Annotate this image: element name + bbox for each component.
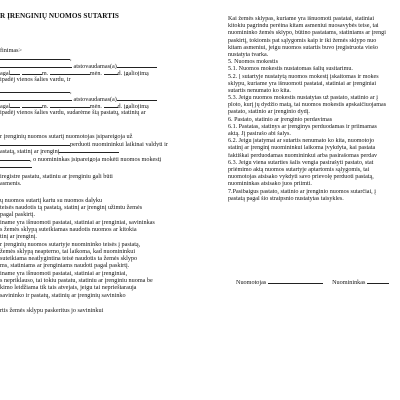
signature-block [236, 278, 400, 286]
clause-line: iregistre pastatu, statiniu ar įrenginiu gali būti [0, 173, 113, 181]
clause-line: Kai žemės sklypas, kuriame yra išnuomoti pastatai, statiniai [228, 16, 375, 22]
party2-name-line: , [0, 87, 196, 94]
clause-line: kimo leidžiama tik tais atvejais, jeigu tai neprieštarauja [0, 284, 137, 292]
clause-line: r įrenginių nuomos sutartyje nuomininko teisės į pastatą, [0, 240, 141, 248]
party1-name-line: , [0, 54, 196, 61]
clause-line: pastatą pagal šio straipsnio nustatytas taisykles. [228, 195, 344, 202]
clause-line: pagal paskirtį. [0, 211, 36, 219]
clause-line: aktą. Jį pasirašo abi šalys. [228, 131, 291, 137]
clause-line: iname yra išnuomoti pastatai, statiniai ar įrenginiai, savininkas [0, 218, 155, 226]
clause-line: kitokiu pagrindu perėina kitam asmeniui nuosavybės teise, tai [228, 23, 379, 30]
party1-date-line: agal m. mėn. d. įgaliojimą [0, 69, 149, 77]
clause-line: s žemės sklypą suteikiamas naudotis nuomos ar kitokia [0, 225, 137, 233]
clause-line: žemės sklypą neapterno, tai laikoma, kad nuomininkui [0, 247, 136, 255]
clause-line: rtis žemės sklypu paskeritus jo savininkui [0, 306, 104, 314]
clause-line: pastato, statinio ar įrenginio dydį. [228, 109, 310, 116]
clause-line: tinį ar įrenginį. [0, 233, 37, 241]
clause-line: 6.3. Jeigu viena sutarties šalis vengia pasirašyti pastato, stat [228, 159, 374, 166]
clause-line: asmenis. [0, 180, 22, 188]
clause-line: priėmimo aktą nuomos sutartyje aptartomis sąlygomis, tai [228, 166, 370, 173]
landlord-label: Nuomotojas [236, 279, 267, 286]
tenant-signature-line [367, 278, 389, 284]
clause-line: suteikiama neatlygintina teisė naudotis ta žemės sklypo [0, 255, 138, 263]
clause-line: 7.Pasibaigus pastato, statinio ar įrenginio nuomos sutarčiai, į [228, 188, 376, 195]
clause-line: statinį ar įrenginį nuomininkui laikoma įvykdyta, kai pastata [228, 145, 376, 152]
clause-line: faktiškai perduodamas nuomininkui arba pasirašomas perdav [228, 152, 378, 159]
party1-rep-line: atstovaudamas(a) [0, 62, 196, 69]
contract-title: R ĮRENGINIŲ NUOMOS SUTARTIS [0, 12, 119, 20]
clause-line: sklypu, kuriame yra išnuomoti pastatai, statiniai ar įrenginiai [228, 80, 377, 87]
clause-line: ploto, kurį jų dydžio matą, tai nuomos mokestis apskaičiuojamas [228, 102, 387, 109]
clause-line: perduoti nuomininkui laikinai valdyti ir [0, 140, 196, 147]
clause-line: kitam asmeniui, jeigu nuomos sutartis buvo įregistruota viešo [228, 44, 378, 51]
clause-line: nustatyta tvarka. [228, 51, 269, 58]
blank-line [0, 162, 196, 169]
clause-line: , o nuomininkas įsipareigoja mokėti nuomos mokestį [0, 155, 196, 162]
clause-line: 5.1. Nuomos mokestis nustatomas šalių susitarimu. [228, 66, 353, 73]
clause-line: sutartis nenumato ko kita. [228, 87, 291, 94]
clause-line: s nepriklauso, tai tokiu pastatu, statiniu ar įrenginiu nuoma be [0, 277, 153, 285]
clause-line: 5.3. Jeigu nuomos mokestis nustatytas už pastato, statinio ar į [228, 95, 378, 102]
clause-line: 6.2. Jeigu įstatymai ar sutartis nenumato ko kita, nuomotojo [228, 138, 375, 145]
landlord-signature-line [268, 278, 323, 284]
clause-line: astatą, statinį ar įrenginį [0, 147, 196, 154]
party2-role-line: ipadėj vienos šalies vardu, sudarėme šią pastatų, statinių ar [0, 109, 146, 117]
clause-line: savininko ir pastatų, statinių ar įrenginių savininko [0, 291, 126, 299]
party1-role-line: ipadėj vienos šalies vardu, ir [0, 76, 71, 84]
right-column [228, 16, 398, 203]
clause-line: teisės naudotis tą pastatą, statinį ar įrenginį užimtu žemės [0, 204, 143, 212]
clause-line: nuomininko žemės sklypo, būtino pastatams, statiniams ar įrengi [228, 30, 386, 37]
left-column [0, 14, 196, 314]
clause-line: iname yra išnuomoti pastatai, statiniai ar įrenginiai, [0, 269, 128, 277]
clause-line: nuomotojas atsisako vykdyti savo prievolę perduoti pastatą, [228, 174, 374, 181]
clause-line: ms, statiniams ar įrenginiams naudoti pagal paskirtį. [0, 262, 130, 270]
left-line: finimas> [0, 47, 23, 54]
clause-line: r įrenginių nuomos sutartį nuomotojas įsipareigoja už [0, 132, 133, 140]
clause-line: nuomininkas atsisako juos priimti. [228, 181, 312, 188]
clause-line: 6.1. Pastatas, statinys ar įrenginys perduodamas ir priimamas [228, 123, 377, 130]
clause-line: ų nuomos sutartį kartu su nuomos dalyku [0, 196, 103, 204]
clause-line: paskirtį, tokiomis pat sąlygomis kaip ir iki žemės sklypo nuo [228, 37, 377, 44]
tenant-label: Nuomininkas [332, 279, 366, 286]
party2-rep-line: atstovaudamas(a) [0, 95, 196, 102]
clause-line: 5.2. [ sutartyje nustatytą nuomos mokestį įskaitomas ir mokes [228, 73, 379, 80]
section-heading: 6. Pastato, statinio ar įrenginio perdavimas [228, 116, 333, 123]
section-heading: 5. Nuomos mokestis [228, 59, 278, 66]
party2-date-line: agal m. mėn. d. įgaliojimą [0, 103, 149, 110]
